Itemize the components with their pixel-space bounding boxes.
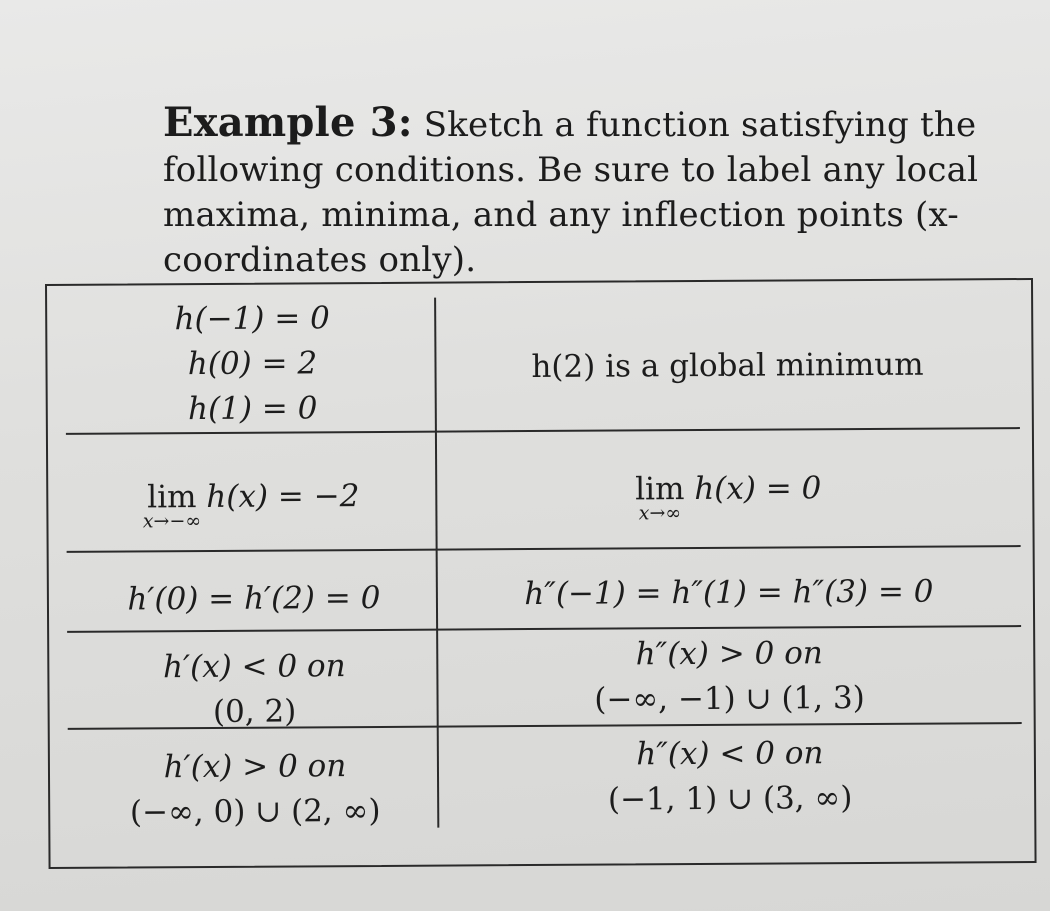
cell-increasing-interval — [70, 744, 441, 836]
condition-h-1: h(1) = 0 — [188, 390, 318, 428]
cell-critical-points — [69, 576, 439, 623]
condition-h-neg1: h(−1) = 0 — [174, 300, 330, 338]
limit-operator — [635, 467, 685, 525]
condition-concave-up: h″(x) > 0 on — [635, 635, 823, 673]
limit-subscript: x→∞ — [638, 502, 682, 525]
cell-concave-up — [449, 630, 1010, 723]
condition-increasing: h′(x) > 0 on — [163, 748, 347, 786]
cell-decreasing-interval — [69, 644, 440, 736]
cell-global-minimum — [447, 342, 1007, 390]
condition-h-0: h(0) = 2 — [187, 345, 318, 383]
condition-global-min: h(2) is a global minimum — [531, 346, 924, 386]
condition-decreasing: h′(x) < 0 on — [162, 648, 346, 686]
limit-expression: h(x) = 0 — [694, 470, 822, 508]
cell-second-derivative-zero — [449, 569, 1009, 617]
limit-label: lim — [147, 479, 197, 516]
condition-first-derivative-zero: h′(0) = h′(2) = 0 — [127, 579, 381, 618]
condition-second-derivative-zero: h″(−1) = h″(1) = h″(3) = 0 — [524, 573, 934, 613]
cell-limit-pos-infinity — [448, 465, 1008, 525]
interval-decreasing: (0, 2) — [212, 693, 297, 730]
limit-subscript: x→−∞ — [142, 510, 202, 533]
example-prompt — [163, 100, 1013, 283]
cell-limit-neg-infinity — [68, 474, 438, 533]
example-instructions: Sketch a function satisfying the following conditions. Be sure to label any local maxima, minima, and any inflection points (x-coordinates only). — [163, 105, 979, 280]
interval-concave-down: (−1, 1) ∪ (3, ∞) — [607, 780, 853, 818]
cell-concave-down — [450, 730, 1011, 823]
example-heading: Example 3: — [163, 99, 413, 146]
interval-increasing: (−∞, 0) ∪ (2, ∞) — [129, 792, 381, 831]
limit-operator — [142, 475, 202, 533]
row-divider — [67, 545, 1021, 553]
interval-concave-up: (−∞, −1) ∪ (1, 3) — [594, 680, 865, 718]
condition-concave-down: h″(x) < 0 on — [636, 735, 824, 773]
cell-function-values — [67, 296, 438, 433]
limit-expression: h(x) = −2 — [206, 478, 360, 516]
conditions-table — [45, 278, 1037, 869]
limit-label: lim — [635, 471, 685, 508]
